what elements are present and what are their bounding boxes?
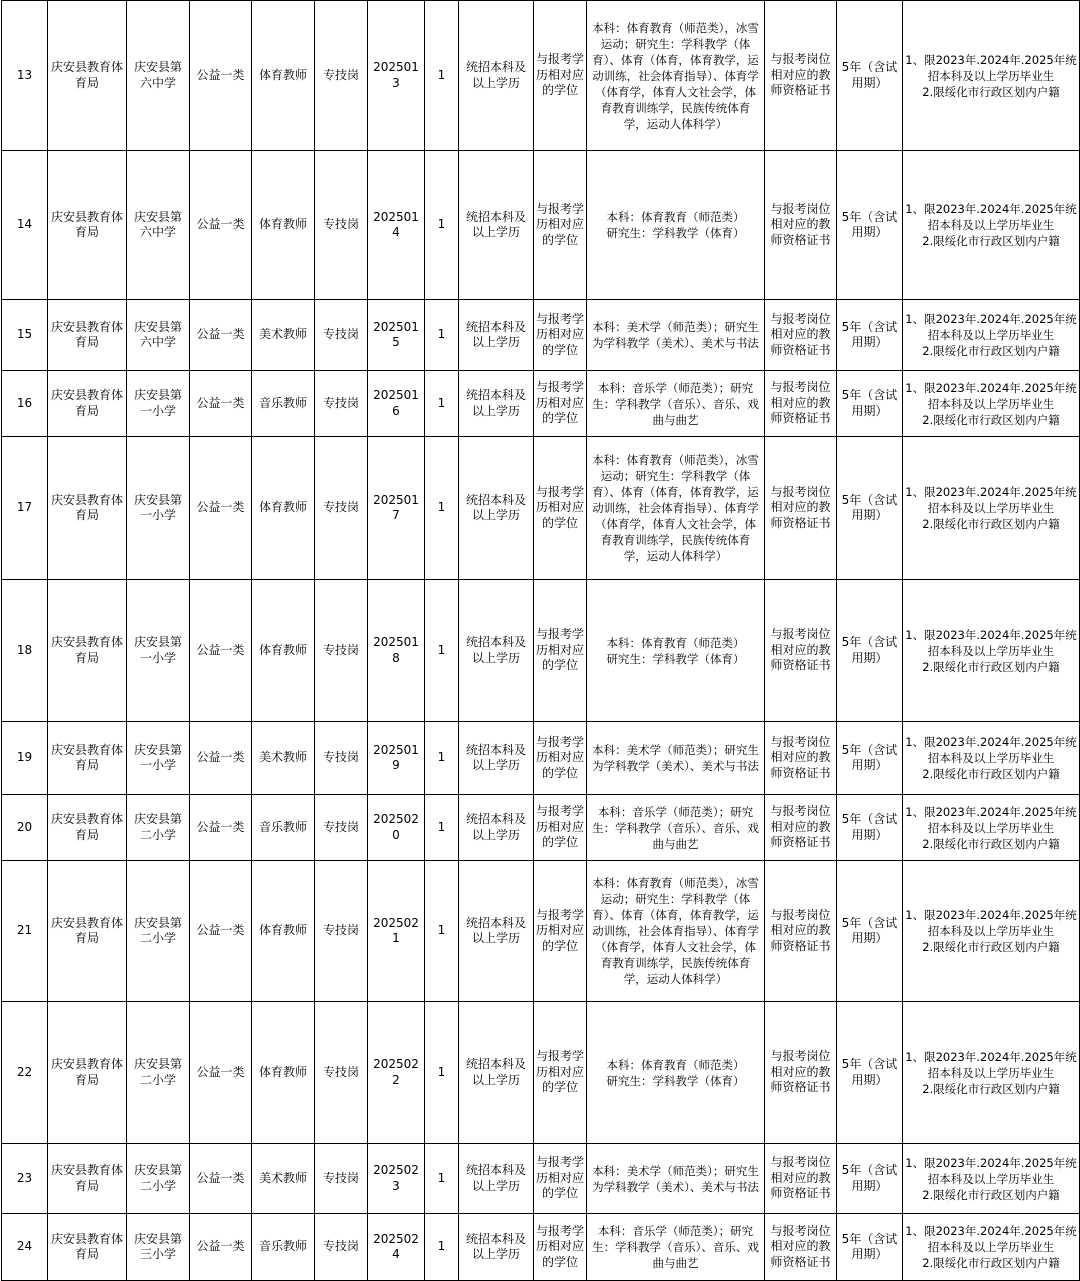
cell-post-type: 专技岗 xyxy=(315,1002,368,1144)
cell-service: 5年（含试用期） xyxy=(837,151,903,300)
cell-department: 庆安县教育体育局 xyxy=(48,1214,127,1281)
cell-code: 2025023 xyxy=(368,1144,425,1214)
cell-department: 庆安县教育体育局 xyxy=(48,1,127,151)
cell-number: 24 xyxy=(2,1214,48,1281)
cell-certificate: 与报考岗位相对应的教师资格证书 xyxy=(765,1,837,151)
cell-category: 公益一类 xyxy=(190,1214,252,1281)
cell-count: 1 xyxy=(425,1214,459,1281)
cell-number: 20 xyxy=(2,795,48,861)
cell-major: 本科：体育教育（师范类） 研究生：学科教学（体育） xyxy=(587,580,765,722)
cell-unit: 庆安县第二小学 xyxy=(127,795,190,861)
cell-note: 1、限2023年.2024年.2025年统招本科及以上学历毕业生 2.限绥化市行政区划内户籍 xyxy=(903,1214,1080,1281)
cell-code: 2025016 xyxy=(368,371,425,437)
cell-service: 5年（含试用期） xyxy=(837,795,903,861)
cell-service: 5年（含试用期） xyxy=(837,437,903,580)
cell-position: 美术教师 xyxy=(252,1144,315,1214)
cell-major: 本科：美术学（师范类）；研究生为学科教学（美术）、美术与书法 xyxy=(587,1144,765,1214)
cell-major: 本科：体育教育（师范类） 研究生：学科教学（体育） xyxy=(587,151,765,300)
cell-degree: 与报考学历相对应的学位 xyxy=(534,722,587,795)
cell-post-type: 专技岗 xyxy=(315,1144,368,1214)
cell-education: 统招本科及以上学历 xyxy=(459,1144,534,1214)
table-row xyxy=(2,300,1080,371)
cell-category: 公益一类 xyxy=(190,1002,252,1144)
cell-category: 公益一类 xyxy=(190,1,252,151)
cell-major: 本科：音乐学（师范类）；研究生：学科教学（音乐）、音乐、戏曲与曲艺 xyxy=(587,1214,765,1281)
cell-education: 统招本科及以上学历 xyxy=(459,1,534,151)
cell-post-type: 专技岗 xyxy=(315,580,368,722)
cell-degree: 与报考学历相对应的学位 xyxy=(534,1,587,151)
cell-post-type: 专技岗 xyxy=(315,861,368,1002)
cell-education: 统招本科及以上学历 xyxy=(459,861,534,1002)
cell-department: 庆安县教育体育局 xyxy=(48,437,127,580)
cell-code: 2025013 xyxy=(368,1,425,151)
cell-education: 统招本科及以上学历 xyxy=(459,437,534,580)
cell-note: 1、限2023年.2024年.2025年统招本科及以上学历毕业生 2.限绥化市行政区划内户籍 xyxy=(903,1,1080,151)
cell-major: 本科：美术学（师范类）；研究生为学科教学（美术）、美术与书法 xyxy=(587,722,765,795)
cell-degree: 与报考学历相对应的学位 xyxy=(534,151,587,300)
cell-degree: 与报考学历相对应的学位 xyxy=(534,795,587,861)
cell-count: 1 xyxy=(425,437,459,580)
cell-unit: 庆安县第六中学 xyxy=(127,300,190,371)
table-row xyxy=(2,151,1080,300)
cell-note: 1、限2023年.2024年.2025年统招本科及以上学历毕业生 2.限绥化市行政区划内户籍 xyxy=(903,1144,1080,1214)
cell-unit: 庆安县第三小学 xyxy=(127,1214,190,1281)
cell-position: 体育教师 xyxy=(252,1,315,151)
cell-category: 公益一类 xyxy=(190,371,252,437)
cell-number: 14 xyxy=(2,151,48,300)
table-row xyxy=(2,795,1080,861)
cell-education: 统招本科及以上学历 xyxy=(459,580,534,722)
cell-major: 本科：音乐学（师范类）；研究生：学科教学（音乐）、音乐、戏曲与曲艺 xyxy=(587,371,765,437)
cell-certificate: 与报考岗位相对应的教师资格证书 xyxy=(765,795,837,861)
cell-category: 公益一类 xyxy=(190,1144,252,1214)
table-row xyxy=(2,722,1080,795)
cell-degree: 与报考学历相对应的学位 xyxy=(534,861,587,1002)
cell-education: 统招本科及以上学历 xyxy=(459,795,534,861)
cell-major: 本科：美术学（师范类）；研究生为学科教学（美术）、美术与书法 xyxy=(587,300,765,371)
cell-number: 18 xyxy=(2,580,48,722)
cell-certificate: 与报考岗位相对应的教师资格证书 xyxy=(765,1002,837,1144)
cell-department: 庆安县教育体育局 xyxy=(48,795,127,861)
cell-service: 5年（含试用期） xyxy=(837,1002,903,1144)
cell-degree: 与报考学历相对应的学位 xyxy=(534,300,587,371)
cell-service: 5年（含试用期） xyxy=(837,371,903,437)
cell-certificate: 与报考岗位相对应的教师资格证书 xyxy=(765,437,837,580)
cell-note: 1、限2023年.2024年.2025年统招本科及以上学历毕业生 2.限绥化市行政区划内户籍 xyxy=(903,722,1080,795)
table-body xyxy=(2,1,1080,1281)
cell-certificate: 与报考岗位相对应的教师资格证书 xyxy=(765,1214,837,1281)
cell-position: 音乐教师 xyxy=(252,795,315,861)
cell-post-type: 专技岗 xyxy=(315,371,368,437)
cell-category: 公益一类 xyxy=(190,580,252,722)
recruitment-table xyxy=(1,0,1080,1281)
cell-degree: 与报考学历相对应的学位 xyxy=(534,1214,587,1281)
cell-education: 统招本科及以上学历 xyxy=(459,151,534,300)
table-row xyxy=(2,1002,1080,1144)
cell-certificate: 与报考岗位相对应的教师资格证书 xyxy=(765,722,837,795)
table-row xyxy=(2,1214,1080,1281)
cell-category: 公益一类 xyxy=(190,300,252,371)
table-row xyxy=(2,437,1080,580)
cell-certificate: 与报考岗位相对应的教师资格证书 xyxy=(765,580,837,722)
cell-number: 13 xyxy=(2,1,48,151)
cell-note: 1、限2023年.2024年.2025年统招本科及以上学历毕业生 2.限绥化市行政区划内户籍 xyxy=(903,795,1080,861)
cell-service: 5年（含试用期） xyxy=(837,1,903,151)
cell-position: 音乐教师 xyxy=(252,371,315,437)
cell-code: 2025024 xyxy=(368,1214,425,1281)
cell-unit: 庆安县第一小学 xyxy=(127,371,190,437)
cell-note: 1、限2023年.2024年.2025年统招本科及以上学历毕业生 2.限绥化市行政区划内户籍 xyxy=(903,300,1080,371)
cell-code: 2025021 xyxy=(368,861,425,1002)
cell-department: 庆安县教育体育局 xyxy=(48,1002,127,1144)
cell-unit: 庆安县第二小学 xyxy=(127,1002,190,1144)
cell-count: 1 xyxy=(425,1002,459,1144)
cell-unit: 庆安县第一小学 xyxy=(127,722,190,795)
cell-code: 2025020 xyxy=(368,795,425,861)
cell-major: 本科：音乐学（师范类）；研究生：学科教学（音乐）、音乐、戏曲与曲艺 xyxy=(587,795,765,861)
cell-position: 体育教师 xyxy=(252,861,315,1002)
cell-degree: 与报考学历相对应的学位 xyxy=(534,580,587,722)
cell-service: 5年（含试用期） xyxy=(837,300,903,371)
cell-unit: 庆安县第六中学 xyxy=(127,151,190,300)
cell-department: 庆安县教育体育局 xyxy=(48,151,127,300)
cell-department: 庆安县教育体育局 xyxy=(48,371,127,437)
cell-code: 2025017 xyxy=(368,437,425,580)
cell-service: 5年（含试用期） xyxy=(837,861,903,1002)
cell-category: 公益一类 xyxy=(190,151,252,300)
cell-post-type: 专技岗 xyxy=(315,300,368,371)
cell-number: 22 xyxy=(2,1002,48,1144)
cell-note: 1、限2023年.2024年.2025年统招本科及以上学历毕业生 2.限绥化市行政区划内户籍 xyxy=(903,371,1080,437)
cell-number: 21 xyxy=(2,861,48,1002)
table-row xyxy=(2,861,1080,1002)
cell-number: 16 xyxy=(2,371,48,437)
cell-note: 1、限2023年.2024年.2025年统招本科及以上学历毕业生 2.限绥化市行政区划内户籍 xyxy=(903,437,1080,580)
cell-education: 统招本科及以上学历 xyxy=(459,1002,534,1144)
cell-service: 5年（含试用期） xyxy=(837,580,903,722)
cell-post-type: 专技岗 xyxy=(315,1214,368,1281)
cell-position: 体育教师 xyxy=(252,1002,315,1144)
cell-position: 体育教师 xyxy=(252,437,315,580)
cell-department: 庆安县教育体育局 xyxy=(48,580,127,722)
cell-post-type: 专技岗 xyxy=(315,722,368,795)
cell-service: 5年（含试用期） xyxy=(837,1144,903,1214)
cell-post-type: 专技岗 xyxy=(315,795,368,861)
cell-count: 1 xyxy=(425,580,459,722)
cell-unit: 庆安县第二小学 xyxy=(127,1144,190,1214)
cell-department: 庆安县教育体育局 xyxy=(48,300,127,371)
cell-category: 公益一类 xyxy=(190,437,252,580)
cell-count: 1 xyxy=(425,722,459,795)
cell-note: 1、限2023年.2024年.2025年统招本科及以上学历毕业生 2.限绥化市行政区划内户籍 xyxy=(903,1002,1080,1144)
cell-unit: 庆安县第二小学 xyxy=(127,861,190,1002)
cell-major: 本科：体育教育（师范类），冰雪运动；研究生：学科教学（体育）、体育（体育，体育教学，运动训练，社会体育指导）、体育学（体育学，体育人文社会学，体育教育训练学，民族传统体育学，运动人体科学） xyxy=(587,861,765,1002)
cell-position: 体育教师 xyxy=(252,151,315,300)
cell-category: 公益一类 xyxy=(190,861,252,1002)
cell-count: 1 xyxy=(425,300,459,371)
cell-education: 统招本科及以上学历 xyxy=(459,722,534,795)
table-row xyxy=(2,580,1080,722)
cell-count: 1 xyxy=(425,371,459,437)
cell-note: 1、限2023年.2024年.2025年统招本科及以上学历毕业生 2.限绥化市行政区划内户籍 xyxy=(903,580,1080,722)
cell-major: 本科：体育教育（师范类），冰雪运动；研究生：学科教学（体育）、体育（体育，体育教学，运动训练，社会体育指导）、体育学（体育学，体育人文社会学，体育教育训练学，民族传统体育学，运动人体科学） xyxy=(587,437,765,580)
cell-education: 统招本科及以上学历 xyxy=(459,300,534,371)
cell-degree: 与报考学历相对应的学位 xyxy=(534,1002,587,1144)
cell-certificate: 与报考岗位相对应的教师资格证书 xyxy=(765,300,837,371)
cell-post-type: 专技岗 xyxy=(315,151,368,300)
cell-code: 2025019 xyxy=(368,722,425,795)
cell-category: 公益一类 xyxy=(190,795,252,861)
cell-count: 1 xyxy=(425,795,459,861)
cell-degree: 与报考学历相对应的学位 xyxy=(534,1144,587,1214)
cell-unit: 庆安县第一小学 xyxy=(127,580,190,722)
cell-count: 1 xyxy=(425,861,459,1002)
cell-department: 庆安县教育体育局 xyxy=(48,722,127,795)
cell-position: 美术教师 xyxy=(252,300,315,371)
cell-code: 2025014 xyxy=(368,151,425,300)
table-row xyxy=(2,1144,1080,1214)
cell-position: 音乐教师 xyxy=(252,1214,315,1281)
cell-note: 1、限2023年.2024年.2025年统招本科及以上学历毕业生 2.限绥化市行政区划内户籍 xyxy=(903,861,1080,1002)
cell-count: 1 xyxy=(425,1144,459,1214)
cell-count: 1 xyxy=(425,1,459,151)
cell-certificate: 与报考岗位相对应的教师资格证书 xyxy=(765,1144,837,1214)
cell-note: 1、限2023年.2024年.2025年统招本科及以上学历毕业生 2.限绥化市行政区划内户籍 xyxy=(903,151,1080,300)
table-row xyxy=(2,1,1080,151)
cell-number: 23 xyxy=(2,1144,48,1214)
cell-unit: 庆安县第六中学 xyxy=(127,1,190,151)
cell-degree: 与报考学历相对应的学位 xyxy=(534,371,587,437)
cell-certificate: 与报考岗位相对应的教师资格证书 xyxy=(765,861,837,1002)
cell-service: 5年（含试用期） xyxy=(837,1214,903,1281)
cell-department: 庆安县教育体育局 xyxy=(48,1144,127,1214)
cell-number: 17 xyxy=(2,437,48,580)
cell-code: 2025018 xyxy=(368,580,425,722)
cell-number: 15 xyxy=(2,300,48,371)
cell-code: 2025022 xyxy=(368,1002,425,1144)
cell-education: 统招本科及以上学历 xyxy=(459,1214,534,1281)
cell-position: 体育教师 xyxy=(252,580,315,722)
cell-service: 5年（含试用期） xyxy=(837,722,903,795)
cell-education: 统招本科及以上学历 xyxy=(459,371,534,437)
cell-position: 美术教师 xyxy=(252,722,315,795)
cell-department: 庆安县教育体育局 xyxy=(48,861,127,1002)
cell-major: 本科：体育教育（师范类） 研究生：学科教学（体育） xyxy=(587,1002,765,1144)
cell-category: 公益一类 xyxy=(190,722,252,795)
cell-code: 2025015 xyxy=(368,300,425,371)
cell-count: 1 xyxy=(425,151,459,300)
cell-post-type: 专技岗 xyxy=(315,437,368,580)
cell-degree: 与报考学历相对应的学位 xyxy=(534,437,587,580)
cell-major: 本科：体育教育（师范类），冰雪运动；研究生：学科教学（体育）、体育（体育，体育教学，运动训练，社会体育指导）、体育学（体育学，体育人文社会学，体育教育训练学，民族传统体育学，运动人体科学） xyxy=(587,1,765,151)
table-row xyxy=(2,371,1080,437)
cell-post-type: 专技岗 xyxy=(315,1,368,151)
cell-number: 19 xyxy=(2,722,48,795)
cell-certificate: 与报考岗位相对应的教师资格证书 xyxy=(765,371,837,437)
cell-unit: 庆安县第一小学 xyxy=(127,437,190,580)
cell-certificate: 与报考岗位相对应的教师资格证书 xyxy=(765,151,837,300)
